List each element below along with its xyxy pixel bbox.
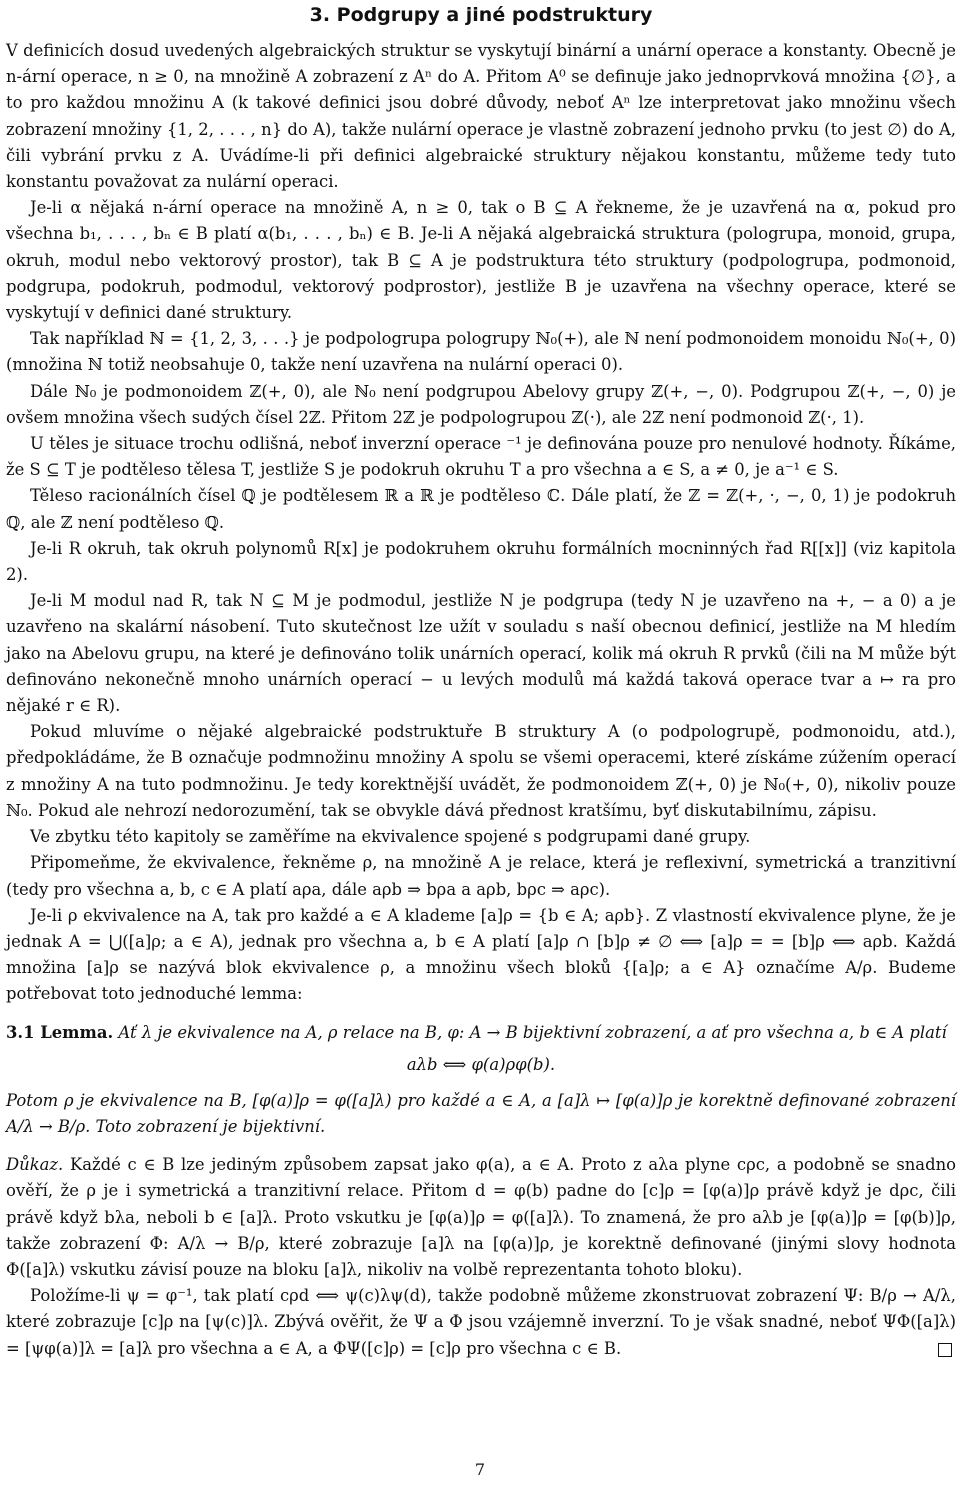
qed-square-icon [938, 1343, 952, 1357]
proof-label: Důkaz. [6, 1155, 64, 1175]
paragraph-equivalence-blocks: Je-li ρ ekvivalence na A, tak pro každé a ∈ A klademe [a]ρ = {b ∈ A; aρb}. Z vlastností ekvivalence plyne, že je jednak A = ⋃([a]ρ; a ∈ A), jednak pro všechna a, b ∈ A platí [a]ρ ∩ [b]ρ ≠ ∅ ⟺ [a]ρ = = [b]ρ ⟺ aρb. Každá množina [a]ρ se nazývá blok ekvivalence ρ, a množinu všech bloků {[a]ρ; a ∈ A} označíme A/ρ. Budeme potřebovat toto jednoduché lemma: [6, 905, 956, 1004]
section-title: 3. Podgrupy a jiné podstruktury [309, 4, 653, 26]
proof-text-1: Každé c ∈ B lze jediným způsobem zapsat jako φ(a), a ∈ A. Proto z aλa plyne cρc, a podobně se snadno ověří, že ρ je i symetrická a tranzitivní relace. Přitom d = φ(b) padne do [c]ρ = [φ(a)]ρ právě když je dρc, čili právě když bλa, neboli b ∈ [a]λ. Proto vskutku je [φ(a)]ρ = φ([a]λ). To znamená, že pro aλb je [φ(a)]ρ = [φ(b)]ρ, takže zobrazení Φ: A/λ → B/ρ, které zobrazuje [a]λ na [φ(a)]ρ, je korektně definované (jinými slovy hodnota Φ([a]λ) vskutku závisí pouze na bloku [a]λ, nikoliv na volbě reprezentanta tohoto bloku). [6, 1155, 956, 1279]
lemma-hypothesis: Ať λ je ekvivalence na A, ρ relace na B, φ: A → B bijektivní zobrazení, a ať pro všechna a, b ∈ A platí [118, 1022, 947, 1042]
paragraph-polynomials: Je-li R okruh, tak okruh polynomů R[x] je podokruhem okruhu formálních mocninných řad R[[x]] (viz kapitola 2). [6, 538, 956, 585]
paragraph-operations: V definicích dosud uvedených algebraických struktur se vyskytují binární a unární operace a konstanty. Obecně je n-ární operace, n ≥ 0, na množině A zobrazení z Aⁿ do A. Přitom A⁰ se definuje jako jednoprvková množina {∅}, a to pro každou množinu A (k takové definici jsou dobré důvody, neboť Aⁿ lze interpretovat jako množinu všech zobrazení množiny {1, 2, . . . , n} do A), takže nulární operace je vlastně zobrazení jednoho prvku (to jest ∅) do A, čili vybrání prvku z A. Uvádíme-li při definici algebraické struktury nějakou konstantu, můžeme tedy tuto konstantu považovat za nulární operaci. [6, 41, 956, 192]
lemma-conclusion: Potom ρ je ekvivalence na B, [φ(a)]ρ = φ([a]λ) pro každé a ∈ A, a [a]λ ↦ [φ(a)]ρ je korektně definované zobrazení A/λ → B/ρ. Toto zobrazení je bijektivní. [6, 1090, 956, 1136]
proof-paragraph-1 [6, 1152, 956, 1283]
paragraph-substructure-convention: Pokud mluvíme o nějaké algebraické podstruktuře B struktury A (o podpologrupě, podmonoidu, atd.), předpokládáme, že B označuje podmnožinu množiny A spolu se všemi operacemi, které získáme zúžením operací z množiny A na tuto podmnožinu. Je tedy korektnější uvádět, že podmonoidem ℤ(+, 0) je ℕ₀(+, 0), nikoliv pouze ℕ₀. Pokud ale nehrozí nedorozumění, tak se obvykle dává přednost kratšímu, byť diskutabilnímu, zápisu. [6, 722, 956, 820]
paragraph-natural-numbers-example: Tak například ℕ = {1, 2, 3, . . .} je podpologrupa pologrupy ℕ₀(+), ale ℕ není podmonoidem monoidu ℕ₀(+, 0) (množina ℕ totiž neobsahuje 0, takže není uzavřena na nulární operaci 0). [6, 329, 956, 375]
lemma-display-formula: aλb ⟺ φ(a)ρφ(b). [406, 1054, 556, 1074]
proof-paragraph-2 [6, 1283, 956, 1362]
lemma-label: 3.1 Lemma. [6, 1022, 114, 1042]
paragraph-fields: U těles je situace trochu odlišná, neboť inverzní operace ⁻¹ je definována pouze pro nenulové hodnoty. Říkáme, že S ⊆ T je podtěleso tělesa T, jestliže S je podokruh okruhu T a pro všechna a ∈ S, a ≠ 0, je a⁻¹ ∈ S. [6, 434, 956, 480]
paragraph-substructure-definition: Je-li α nějaká n-ární operace na množině A, n ≥ 0, tak o B ⊆ A řekneme, že je uzavřená na α, pokud pro všechna b₁, . . . , bₙ ∈ B platí α(b₁, . . . , bₙ) ∈ B. Je-li A nějaká algebraická struktura (pologrupa, monoid, grupa, okruh, modul nebo vektorový prostor), tak B ⊆ A je podstruktura této struktury (podpologrupa, podmonoid, podgrupa, podokruh, podmodul, vektorový podprostor), jestliže B je uzavřena na všechny operace, které se vyskytují v definici dané struktury. [6, 198, 956, 323]
paragraph-integers-example: Dále ℕ₀ je podmonoidem ℤ(+, 0), ale ℕ₀ není podgrupou Abelovy grupy ℤ(+, −, 0). Podgrupou ℤ(+, −, 0) je ovšem množina všech sudých čísel 2ℤ. Přitom 2ℤ je podpologrupou ℤ(·), ale 2ℤ není podmonoid ℤ(·, 1). [6, 381, 956, 427]
proof-text-2: Položíme-li ψ = φ⁻¹, tak platí cρd ⟺ ψ(c)λψ(d), takže podobně můžeme zkonstruovat zobrazení Ψ: B/ρ → A/λ, které zobrazuje [c]ρ na [ψ(c)]λ. Zbývá ověřit, že Ψ a Φ jsou vzájemně inverzní. To je však snadné, neboť ΨΦ([a]λ) = [ψφ(a)]λ = [a]λ pro všechna a ∈ A, a ΦΨ([c]ρ) = [c]ρ pro všechna c ∈ B. [6, 1286, 956, 1358]
page-number: 7 [474, 1460, 486, 1479]
paragraph-rationals: Těleso racionálních čísel ℚ je podtělesem ℝ a ℝ je podtěleso ℂ. Dále platí, že ℤ = ℤ(+, ·, −, 0, 1) je podokruh ℚ, ale ℤ není podtěleso ℚ. [6, 486, 956, 532]
lemma-statement [6, 1020, 956, 1046]
paragraph-modules: Je-li M modul nad R, tak N ⊆ M je podmodul, jestliže N je podgrupa (tedy N je uzavřeno na +, − a 0) a je uzavřeno na skalární násobení. Tuto skutečnost lze užít v souladu s naší obecnou definicí, jestliže na M hledím jako na Abelovu grupu, na které je definováno tolik unárních operací, kolik má okruh R prvků (čili na M může být definováno nekonečně mnoho unárních operací − u levých modulů má každá taková operace tvar a ↦ ra pro nějaké r ∈ R). [6, 591, 956, 716]
paragraph-equivalence-recall: Připomeňme, že ekvivalence, řekněme ρ, na množině A je relace, která je reflexivní, symetrická a tranzitivní (tedy pro všechna a, b, c ∈ A platí aρa, dále aρb ⇒ bρa a aρb, bρc ⇒ aρc). [6, 853, 956, 899]
document-page [6, 0, 956, 1362]
paragraph-chapter-focus: Ve zbytku této kapitoly se zaměříme na ekvivalence spojené s podgrupami dané grupy. [30, 827, 751, 847]
